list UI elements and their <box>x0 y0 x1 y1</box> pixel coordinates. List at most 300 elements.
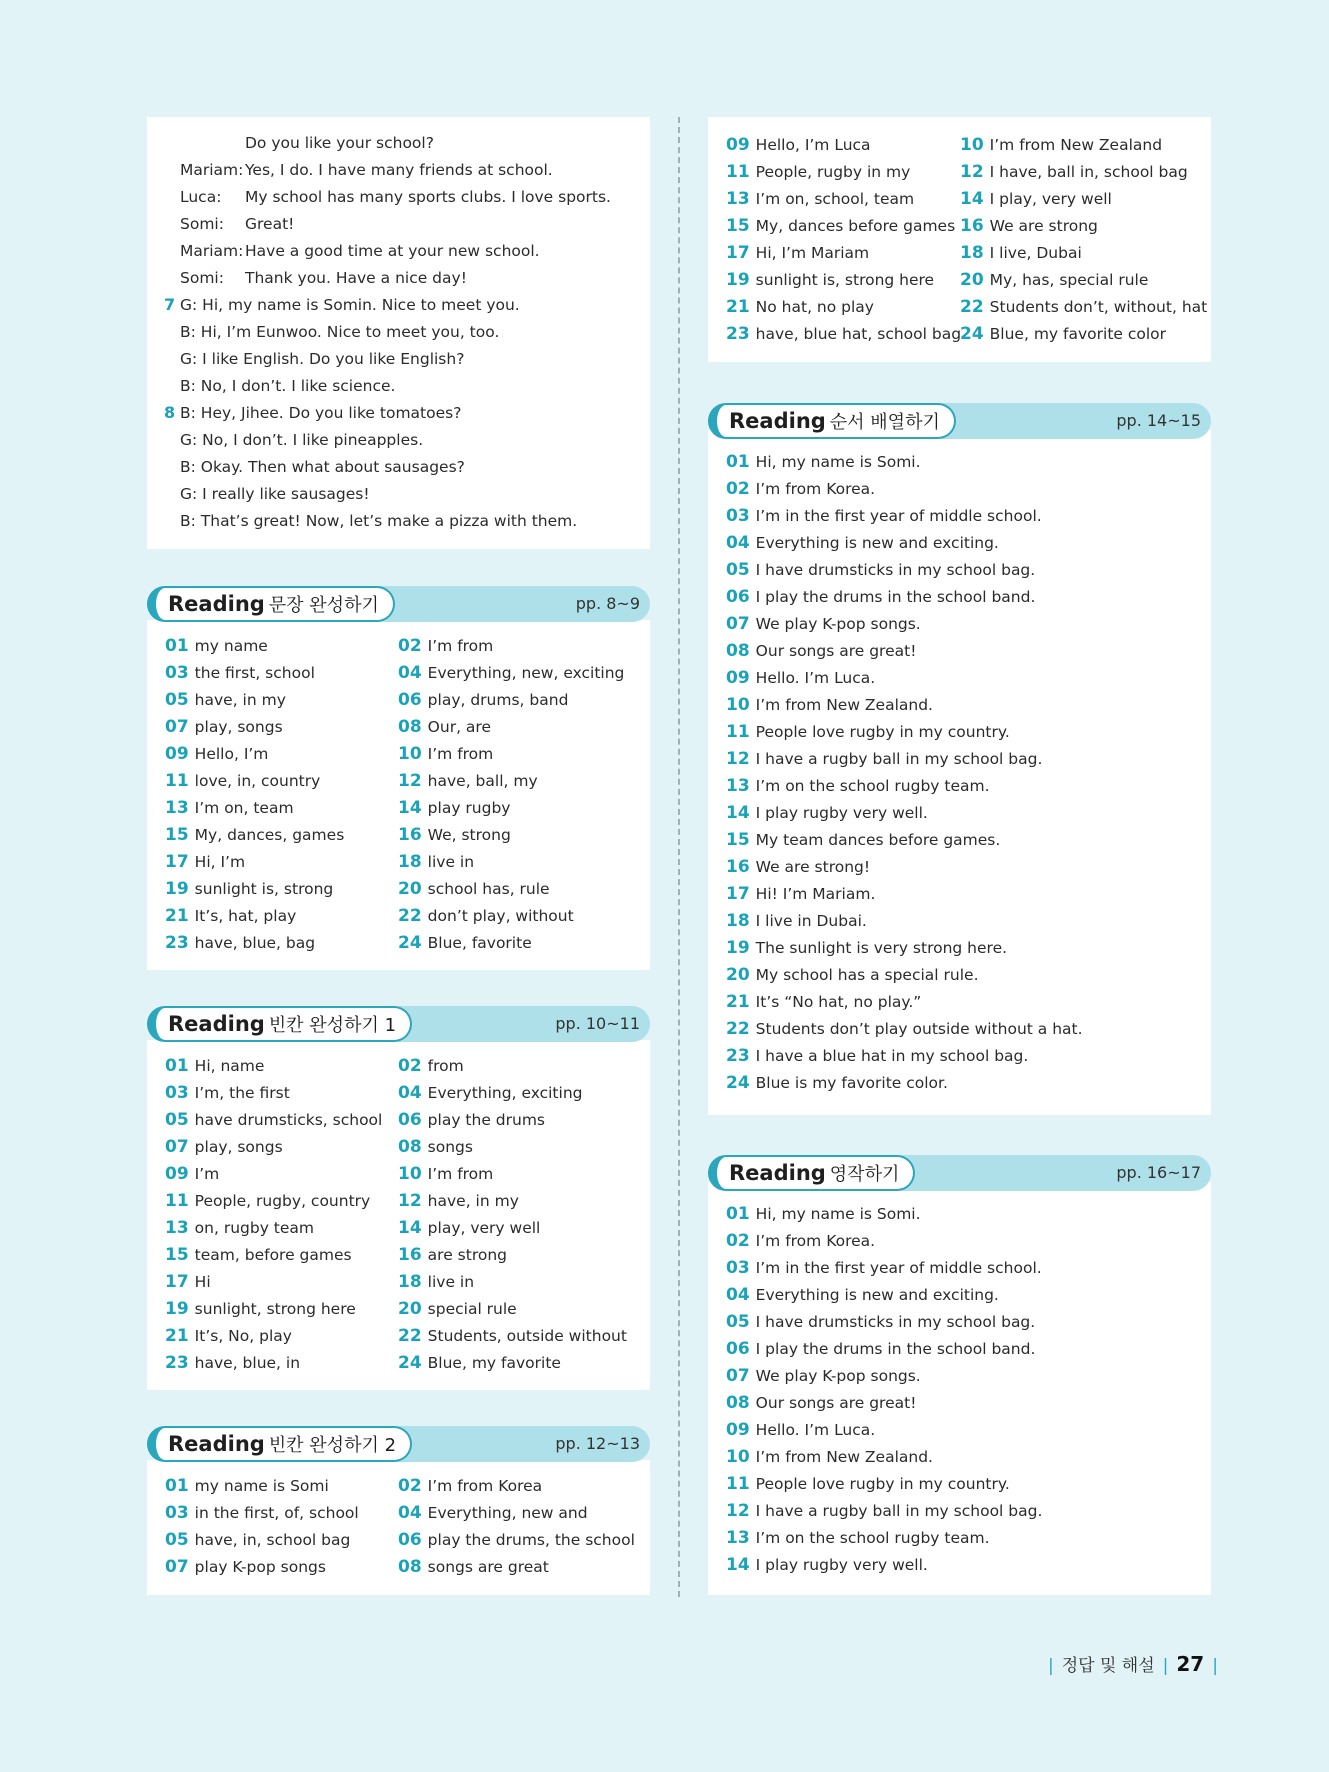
section-title-sub: 영작하기 <box>829 1164 900 1185</box>
item-number: 21 <box>726 297 750 317</box>
item-text: I play rugby very well. <box>755 1556 928 1574</box>
item-number: 22 <box>726 1019 750 1039</box>
item-number: 05 <box>726 560 750 580</box>
answer-item <box>726 162 910 182</box>
item-number: 07 <box>726 1366 750 1386</box>
item-text: play the drums, the school <box>427 1531 635 1549</box>
item-text: I’m from Korea <box>427 1477 543 1495</box>
column-divider <box>678 117 680 1597</box>
answer-item <box>165 1530 350 1550</box>
item-number: 16 <box>726 857 750 877</box>
item-text: I play the drums in the school band. <box>755 588 1036 606</box>
item-number: 13 <box>726 189 750 209</box>
item-number: 23 <box>165 1353 189 1373</box>
item-text: have, in my <box>194 691 286 709</box>
item-number: 11 <box>726 162 750 182</box>
item-number: 01 <box>165 636 189 656</box>
item-number: 01 <box>165 1476 189 1496</box>
section-pages: pp. 12~13 <box>555 1434 640 1453</box>
item-text: I’m on the school rugby team. <box>755 1529 990 1547</box>
item-text: My, has, special rule <box>989 271 1149 289</box>
item-number: 02 <box>726 479 750 499</box>
item-text: People, rugby, country <box>194 1192 371 1210</box>
item-number: 14 <box>960 189 984 209</box>
answer-item <box>165 1218 314 1238</box>
item-number: 23 <box>726 324 750 344</box>
dialogue-line: B: Hey, Jihee. Do you like tomatoes? <box>180 404 462 422</box>
item-number: 19 <box>726 938 750 958</box>
item-text: My, dances, games <box>194 826 345 844</box>
item-text: have, in, school bag <box>194 1531 351 1549</box>
answer-item <box>165 771 320 791</box>
item-text: Hi! I’m Mariam. <box>755 885 876 903</box>
item-text: live in <box>427 853 475 871</box>
answer-item <box>726 1366 921 1386</box>
section-title-sub: 빈칸 완성하기 1 <box>268 1015 397 1036</box>
item-text: My team dances before games. <box>755 831 1001 849</box>
item-number: 13 <box>165 798 189 818</box>
answer-item <box>398 1299 517 1319</box>
dialogue-line: Yes, I do. I have many friends at school. <box>245 161 553 179</box>
item-text: play K-pop songs <box>194 1558 326 1576</box>
answer-item <box>726 452 921 472</box>
answer-item <box>726 560 1035 580</box>
answer-item <box>726 992 921 1012</box>
answer-item <box>165 690 286 710</box>
item-text: sunlight is, strong here <box>755 271 935 289</box>
item-text: We, strong <box>427 826 511 844</box>
item-number: 18 <box>726 911 750 931</box>
item-number: 11 <box>726 1474 750 1494</box>
item-text: sunlight, strong here <box>194 1300 356 1318</box>
answer-item <box>165 1353 300 1373</box>
item-text: have, blue, in <box>194 1354 301 1372</box>
item-text: We play K-pop songs. <box>755 615 921 633</box>
answer-item <box>398 906 574 926</box>
item-text: Hello, I’m Luca <box>755 136 871 154</box>
answer-item <box>398 1110 545 1130</box>
item-number: 02 <box>398 1056 422 1076</box>
answer-item <box>726 1204 921 1224</box>
answer-item <box>165 663 315 683</box>
item-number: 01 <box>726 452 750 472</box>
item-number: 23 <box>165 933 189 953</box>
item-text: I’m from <box>427 745 494 763</box>
answer-item <box>726 1528 990 1548</box>
item-number: 21 <box>165 1326 189 1346</box>
item-text: I’m in the first year of middle school. <box>755 1259 1042 1277</box>
item-text: Hi <box>194 1273 211 1291</box>
item-number: 17 <box>165 1272 189 1292</box>
item-text: I have a blue hat in my school bag. <box>755 1047 1029 1065</box>
section-header-s4 <box>708 403 1211 439</box>
item-number: 06 <box>726 1339 750 1359</box>
item-text: I’m <box>194 1165 220 1183</box>
item-number: 10 <box>398 1164 422 1184</box>
item-number: 20 <box>726 965 750 985</box>
section-title-sub: 빈칸 완성하기 2 <box>268 1435 397 1456</box>
item-number: 14 <box>726 1555 750 1575</box>
item-text: I’m on, school, team <box>755 190 915 208</box>
answer-item <box>165 933 315 953</box>
item-text: Blue, favorite <box>427 934 532 952</box>
answer-item <box>165 1557 326 1577</box>
question-number: 7 <box>164 295 176 314</box>
answer-item <box>165 1503 359 1523</box>
dialogue-line: B: Hi, I’m Eunwoo. Nice to meet you, too. <box>180 323 500 341</box>
item-text: Students don’t play outside without a hat. <box>755 1020 1083 1038</box>
answer-item <box>165 825 344 845</box>
answer-item <box>398 771 538 791</box>
item-text: live in <box>427 1273 475 1291</box>
item-number: 13 <box>165 1218 189 1238</box>
item-number: 18 <box>398 852 422 872</box>
item-number: 11 <box>165 771 189 791</box>
speaker-name: Luca: <box>180 188 222 206</box>
answer-item <box>726 695 933 715</box>
answer-item <box>165 1191 370 1211</box>
dialogue-line: Do you like your school? <box>245 134 434 152</box>
item-number: 18 <box>960 243 984 263</box>
item-text: I’m from Korea. <box>755 480 876 498</box>
item-number: 05 <box>726 1312 750 1332</box>
page-number: 27 <box>1176 1652 1205 1676</box>
item-text: I’m from New Zealand <box>989 136 1163 154</box>
answer-item <box>165 906 296 926</box>
footer-divider: | <box>1048 1656 1054 1676</box>
item-number: 20 <box>398 1299 422 1319</box>
item-number: 01 <box>165 1056 189 1076</box>
item-number: 24 <box>398 933 422 953</box>
item-text: I have drumsticks in my school bag. <box>755 561 1036 579</box>
item-text: The sunlight is very strong here. <box>755 939 1008 957</box>
answer-item <box>165 636 268 656</box>
item-text: My school has a special rule. <box>755 966 979 984</box>
item-text: People, rugby in my <box>755 163 911 181</box>
answer-item <box>726 749 1042 769</box>
dialogue-line: B: Okay. Then what about sausages? <box>180 458 465 476</box>
item-text: I’m from New Zealand. <box>755 1448 933 1466</box>
item-text: People love rugby in my country. <box>755 723 1010 741</box>
item-number: 08 <box>726 641 750 661</box>
item-number: 19 <box>165 1299 189 1319</box>
item-number: 02 <box>726 1231 750 1251</box>
answer-item <box>726 776 990 796</box>
item-text: my name <box>194 637 268 655</box>
item-text: I have drumsticks in my school bag. <box>755 1313 1036 1331</box>
item-text: Our songs are great! <box>755 1394 917 1412</box>
item-number: 20 <box>398 879 422 899</box>
item-text: I’m in the first year of middle school. <box>755 507 1042 525</box>
item-text: I’m from <box>427 1165 494 1183</box>
answer-item <box>726 1073 948 1093</box>
item-text: play, songs <box>194 1138 283 1156</box>
answer-item <box>398 636 493 656</box>
item-number: 16 <box>398 825 422 845</box>
item-number: 09 <box>726 1420 750 1440</box>
item-number: 05 <box>165 1110 189 1130</box>
answer-item <box>398 663 624 683</box>
item-text: Students, outside without <box>427 1327 627 1345</box>
item-number: 14 <box>726 803 750 823</box>
item-number: 04 <box>398 1083 422 1103</box>
item-text: My, dances before games <box>755 217 956 235</box>
item-number: 12 <box>726 749 750 769</box>
item-number: 18 <box>398 1272 422 1292</box>
item-number: 08 <box>398 717 422 737</box>
answer-item <box>960 297 1207 317</box>
section-title-reading: Reading <box>168 1432 265 1456</box>
item-text: Everything is new and exciting. <box>755 1286 999 1304</box>
item-text: in the first, of, school <box>194 1504 359 1522</box>
answer-item <box>398 1530 635 1550</box>
item-number: 17 <box>726 884 750 904</box>
item-number: 05 <box>165 1530 189 1550</box>
answer-item <box>726 1339 1035 1359</box>
answer-item <box>726 1312 1035 1332</box>
item-text: Students don’t, without, hat <box>989 298 1208 316</box>
item-number: 16 <box>398 1245 422 1265</box>
item-number: 17 <box>165 852 189 872</box>
item-number: 22 <box>398 906 422 926</box>
item-text: sunlight is, strong <box>194 880 334 898</box>
item-number: 07 <box>165 1137 189 1157</box>
item-text: Blue, my favorite color <box>989 325 1167 343</box>
answer-item <box>398 690 568 710</box>
item-number: 06 <box>398 690 422 710</box>
item-number: 11 <box>165 1191 189 1211</box>
item-number: 20 <box>960 270 984 290</box>
item-text: Blue is my favorite color. <box>755 1074 948 1092</box>
dialogue-line: Great! <box>245 215 295 233</box>
item-number: 04 <box>398 663 422 683</box>
answer-item <box>165 879 333 899</box>
answer-item <box>398 1503 588 1523</box>
section-title-pill <box>147 1006 412 1042</box>
answer-item <box>960 162 1188 182</box>
answer-item <box>398 744 493 764</box>
item-number: 14 <box>398 1218 422 1238</box>
item-number: 07 <box>165 1557 189 1577</box>
answer-item <box>165 1164 219 1184</box>
item-text: have, blue hat, school bag <box>755 325 962 343</box>
item-number: 11 <box>726 722 750 742</box>
item-number: 24 <box>960 324 984 344</box>
item-text: I have, ball in, school bag <box>989 163 1188 181</box>
item-number: 21 <box>726 992 750 1012</box>
section-header-s3 <box>147 1426 650 1462</box>
answer-item <box>726 1046 1028 1066</box>
answer-item <box>960 243 1082 263</box>
item-number: 16 <box>960 216 984 236</box>
dialogue-line: G: I like English. Do you like English? <box>180 350 465 368</box>
dialogue-line: G: No, I don’t. I like pineapples. <box>180 431 424 449</box>
item-number: 05 <box>165 690 189 710</box>
answer-item <box>165 1245 352 1265</box>
answer-item <box>398 1218 540 1238</box>
item-text: Hi, name <box>194 1057 265 1075</box>
item-text: Everything, new, exciting <box>427 664 625 682</box>
answer-item <box>398 1326 627 1346</box>
answer-item <box>398 1245 507 1265</box>
answer-item <box>726 135 871 155</box>
section-title-reading: Reading <box>729 1161 826 1185</box>
item-text: school has, rule <box>427 880 550 898</box>
answer-item <box>398 717 491 737</box>
item-number: 15 <box>726 216 750 236</box>
answer-item <box>398 852 474 872</box>
item-number: 13 <box>726 776 750 796</box>
answer-item <box>726 216 955 236</box>
item-text: I play the drums in the school band. <box>755 1340 1036 1358</box>
item-text: Our, are <box>427 718 491 736</box>
item-text: People love rugby in my country. <box>755 1475 1010 1493</box>
answer-item <box>726 1258 1042 1278</box>
answer-item <box>726 587 1035 607</box>
item-number: 10 <box>960 135 984 155</box>
section-title-reading: Reading <box>729 409 826 433</box>
answer-item <box>726 243 869 263</box>
answer-item <box>726 270 934 290</box>
answer-item <box>960 270 1148 290</box>
section-title-pill <box>147 1426 412 1462</box>
item-number: 08 <box>398 1137 422 1157</box>
item-number: 21 <box>165 906 189 926</box>
speaker-name: Somi: <box>180 269 224 287</box>
item-text: I’m from <box>427 637 494 655</box>
item-number: 12 <box>960 162 984 182</box>
section-pages: pp. 16~17 <box>1116 1163 1201 1182</box>
item-text: It’s, hat, play <box>194 907 297 925</box>
item-number: 15 <box>726 830 750 850</box>
item-text: love, in, country <box>194 772 321 790</box>
answer-item <box>165 1137 283 1157</box>
item-number: 10 <box>726 1447 750 1467</box>
item-number: 09 <box>165 744 189 764</box>
item-number: 12 <box>398 1191 422 1211</box>
item-text: play the drums <box>427 1111 545 1129</box>
answer-item <box>398 1137 473 1157</box>
item-number: 04 <box>726 533 750 553</box>
dialogue-line: B: That’s great! Now, let’s make a pizza with them. <box>180 512 578 530</box>
item-number: 19 <box>165 879 189 899</box>
section-title-sub: 순서 배열하기 <box>829 412 940 433</box>
item-text: I live in Dubai. <box>755 912 867 930</box>
answer-item <box>398 1056 464 1076</box>
item-number: 04 <box>398 1503 422 1523</box>
answer-item <box>165 717 283 737</box>
answer-item <box>726 938 1007 958</box>
footer-label: 정답 및 해설 <box>1061 1656 1155 1676</box>
item-number: 02 <box>398 636 422 656</box>
question-number: 8 <box>164 403 176 422</box>
answer-item <box>726 1447 933 1467</box>
item-text: Hi, my name is Somi. <box>755 1205 921 1223</box>
speaker-name: Somi: <box>180 215 224 233</box>
item-number: 13 <box>726 1528 750 1548</box>
item-number: 07 <box>165 717 189 737</box>
answer-item <box>165 1272 211 1292</box>
item-number: 07 <box>726 614 750 634</box>
footer-divider: | <box>1212 1656 1218 1676</box>
answer-item <box>960 324 1166 344</box>
item-text: from <box>427 1057 464 1075</box>
dialogue-line: G: I really like sausages! <box>180 485 370 503</box>
answer-item <box>165 798 294 818</box>
item-number: 09 <box>726 668 750 688</box>
item-text: Hi, I’m <box>194 853 246 871</box>
item-number: 09 <box>165 1164 189 1184</box>
answer-item <box>165 1083 290 1103</box>
section-pages: pp. 10~11 <box>555 1014 640 1033</box>
answer-item <box>165 1326 292 1346</box>
answer-item <box>398 1557 549 1577</box>
section-title-pill <box>708 1155 915 1191</box>
answer-item <box>726 614 921 634</box>
item-text: have, ball, my <box>427 772 538 790</box>
item-text: Everything, exciting <box>427 1084 583 1102</box>
section-title-pill <box>147 586 395 622</box>
section-header-s2 <box>147 1006 650 1042</box>
item-text: I live, Dubai <box>989 244 1082 262</box>
dialogue-line: G: Hi, my name is Somin. Nice to meet you. <box>180 296 520 314</box>
answer-item <box>398 825 511 845</box>
answer-item <box>165 1110 382 1130</box>
item-text: Our songs are great! <box>755 642 917 660</box>
item-text: Everything is new and exciting. <box>755 534 999 552</box>
section-header-s1 <box>147 586 650 622</box>
answer-item <box>726 803 928 823</box>
item-number: 12 <box>398 771 422 791</box>
answer-item <box>726 965 979 985</box>
answer-item <box>398 1353 561 1373</box>
item-text: Hello. I’m Luca. <box>755 1421 876 1439</box>
item-text: I’m on the school rugby team. <box>755 777 990 795</box>
section-title-reading: Reading <box>168 592 265 616</box>
answer-item <box>165 852 245 872</box>
answer-item <box>398 1476 542 1496</box>
section-header-s5 <box>708 1155 1211 1191</box>
section-title-reading: Reading <box>168 1012 265 1036</box>
item-text: I’m from Korea. <box>755 1232 876 1250</box>
item-number: 24 <box>398 1353 422 1373</box>
item-text: We are strong! <box>755 858 871 876</box>
item-number: 02 <box>398 1476 422 1496</box>
item-text: Blue, my favorite <box>427 1354 561 1372</box>
answer-item <box>726 1393 916 1413</box>
answer-item <box>960 216 1098 236</box>
item-text: on, rugby team <box>194 1219 315 1237</box>
item-number: 15 <box>165 825 189 845</box>
item-text: We are strong <box>989 217 1098 235</box>
answer-item <box>726 506 1042 526</box>
answer-item <box>398 1272 474 1292</box>
answer-item <box>726 1231 875 1251</box>
answer-item <box>726 479 875 499</box>
answer-item <box>726 1474 1010 1494</box>
answer-item <box>726 1420 875 1440</box>
answer-item <box>960 189 1112 209</box>
answer-item <box>726 1019 1083 1039</box>
page-footer <box>1040 1652 1226 1678</box>
item-text: I’m from New Zealand. <box>755 696 933 714</box>
item-text: Hi, I’m Mariam <box>755 244 870 262</box>
item-text: have drumsticks, school <box>194 1111 383 1129</box>
section-title-pill <box>708 403 956 439</box>
dialogue-line: B: No, I don’t. I like science. <box>180 377 396 395</box>
item-text: don’t play, without <box>427 907 574 925</box>
item-number: 06 <box>398 1530 422 1550</box>
